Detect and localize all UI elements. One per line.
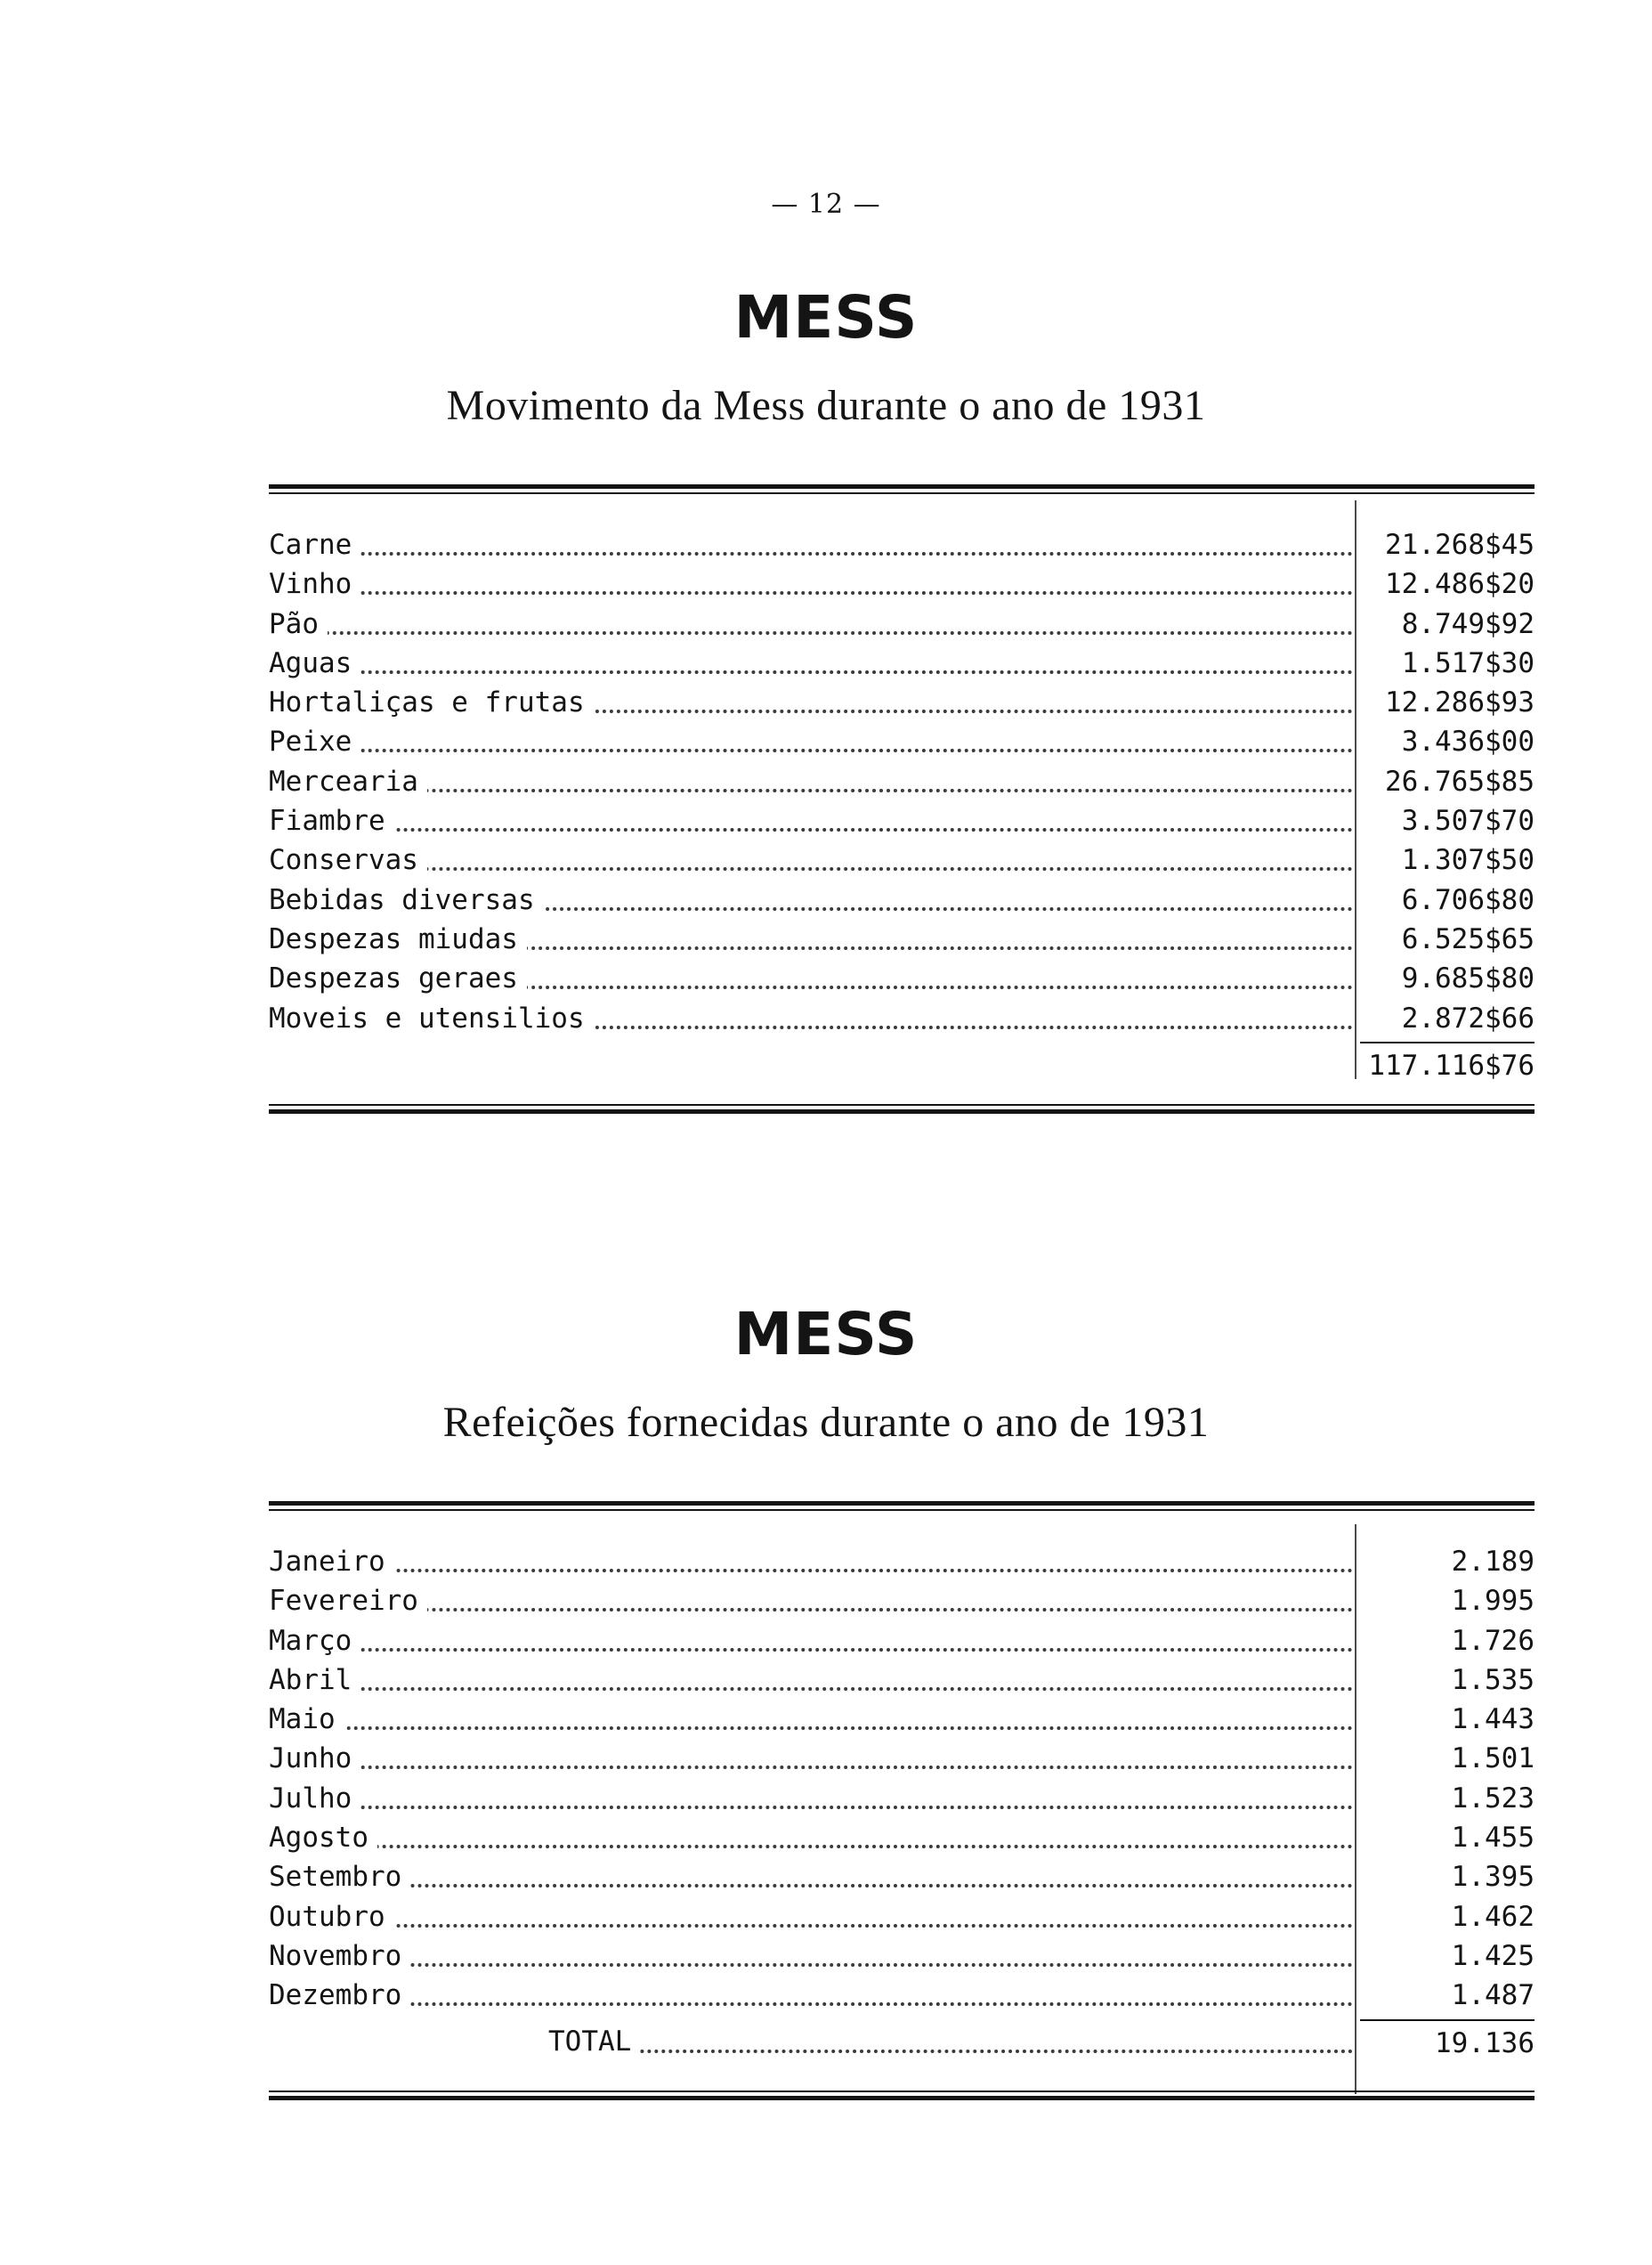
- section1-rows: [269, 525, 1535, 1038]
- row-label: Abril: [269, 1660, 360, 1700]
- section2-subheading: Refeições fornecidas durante o ano de 1931: [442, 1399, 1210, 1446]
- dot-leader: [269, 670, 1353, 674]
- row-label: Hortaliças e frutas: [269, 683, 594, 722]
- dot-leader: [269, 1884, 1353, 1888]
- dot-leader: [269, 591, 1353, 595]
- table-row: [269, 762, 1535, 801]
- row-value: 21.268$45: [1385, 529, 1535, 561]
- dot-leader: [269, 867, 1353, 871]
- section2-heading: MESS: [733, 1300, 919, 1368]
- dot-leader: [269, 789, 1353, 792]
- section2-total-row: [269, 2019, 1535, 2064]
- section2-top-rule: [269, 1501, 1535, 1511]
- section2-rows: [269, 1542, 1535, 2016]
- table-row: [269, 1581, 1535, 1620]
- row-label: Conservas: [269, 840, 427, 880]
- table-row: [269, 722, 1535, 761]
- row-label: Despezas miudas: [269, 920, 527, 959]
- row-label: Fevereiro: [269, 1581, 427, 1620]
- table-row: [269, 683, 1535, 722]
- row-label: Agosto: [269, 1818, 377, 1857]
- row-value: 1.487: [1451, 1979, 1535, 2012]
- table-row: [269, 1976, 1535, 2015]
- row-value: 12.286$93: [1385, 686, 1535, 719]
- row-label: Julho: [269, 1779, 360, 1818]
- row-label: Fiambre: [269, 801, 394, 840]
- dot-leader: [269, 1608, 1353, 1611]
- table-row: [269, 1897, 1535, 1936]
- table-row: [269, 1542, 1535, 1581]
- row-label: Carne: [269, 525, 360, 564]
- row-value: 2.189: [1451, 1546, 1535, 1578]
- row-label: Setembro: [269, 1857, 410, 1896]
- row-label: Junho: [269, 1739, 360, 1778]
- row-value: 6.706$80: [1401, 883, 1535, 916]
- row-value: 1.455: [1451, 1822, 1535, 1855]
- row-value: 1.462: [1451, 1900, 1535, 1933]
- row-value: 1.395: [1451, 1861, 1535, 1894]
- dot-leader: [269, 1648, 1353, 1652]
- table-row: [269, 605, 1535, 644]
- section1-bottom-rule: [269, 1104, 1535, 1114]
- page-number: — 12 —: [771, 189, 881, 220]
- row-value: 1.517$30: [1401, 646, 1535, 679]
- row-value: 1.443: [1451, 1703, 1535, 1736]
- section2-total-value: 19.136: [1435, 2026, 1535, 2059]
- table-row: [269, 1660, 1535, 1700]
- dot-leader: [269, 828, 1353, 832]
- section1-top-rule: [269, 484, 1535, 494]
- row-value: 12.486$20: [1385, 568, 1535, 601]
- table-row: [269, 920, 1535, 959]
- table-row: [269, 1621, 1535, 1660]
- row-value: 1.307$50: [1401, 844, 1535, 877]
- row-label: Mercearia: [269, 762, 427, 801]
- row-label: Moveis e utensilios: [269, 999, 594, 1038]
- row-value: 1.995: [1451, 1585, 1535, 1618]
- dot-leader: [269, 1806, 1353, 1809]
- dot-leader: [269, 2002, 1353, 2006]
- dot-leader: [269, 1963, 1353, 1967]
- dot-leader: [269, 1687, 1353, 1691]
- row-value: 3.436$00: [1401, 726, 1535, 759]
- row-label: Bebidas diversas: [269, 881, 544, 920]
- section1-subheading: Movimento da Mess durante o ano de 1931: [446, 382, 1206, 429]
- row-label: Janeiro: [269, 1542, 394, 1581]
- row-label: Novembro: [269, 1936, 410, 1976]
- section1-heading: MESS: [733, 283, 919, 352]
- row-value: 1.523: [1451, 1782, 1535, 1814]
- row-value: 2.872$66: [1401, 1002, 1535, 1035]
- row-label: Pão: [269, 605, 328, 644]
- dot-leader: [269, 1569, 1353, 1572]
- table-row: [269, 1779, 1535, 1818]
- row-label: Maio: [269, 1700, 344, 1739]
- dot-leader: [269, 1845, 1353, 1848]
- section1-table: [269, 525, 1535, 1086]
- table-row: [269, 564, 1535, 604]
- table-row: [269, 1857, 1535, 1896]
- row-value: 8.749$92: [1401, 607, 1535, 640]
- row-label: Aguas: [269, 644, 360, 683]
- dot-leader: [269, 1726, 1353, 1730]
- row-label: Peixe: [269, 722, 360, 761]
- row-value: 1.501: [1451, 1742, 1535, 1775]
- table-row: [269, 959, 1535, 998]
- row-label: Março: [269, 1621, 360, 1660]
- row-value: 1.425: [1451, 1939, 1535, 1972]
- row-label: Outubro: [269, 1897, 394, 1936]
- table-row: [269, 1739, 1535, 1778]
- row-value: 6.525$65: [1401, 922, 1535, 955]
- table-row: [269, 840, 1535, 880]
- total-label: TOTAL: [548, 2019, 640, 2064]
- table-row: [269, 1818, 1535, 1857]
- dot-leader: [269, 552, 1353, 556]
- row-value: 26.765$85: [1385, 765, 1535, 798]
- table-row: [269, 1700, 1535, 1739]
- dot-leader: [269, 631, 1353, 635]
- row-label: Vinho: [269, 564, 360, 604]
- total-leader: [548, 2050, 1353, 2053]
- table-row: [269, 999, 1535, 1038]
- row-label: Despezas geraes: [269, 959, 527, 998]
- section2-bottom-rule: [269, 2090, 1535, 2100]
- table-row: [269, 644, 1535, 683]
- row-label: Dezembro: [269, 1976, 410, 2015]
- row-value: 1.535: [1451, 1663, 1535, 1696]
- row-value: 1.726: [1451, 1624, 1535, 1657]
- table-row: [269, 1936, 1535, 1976]
- section1-total-value: 117.116$76: [1368, 1049, 1535, 1082]
- row-value: 9.685$80: [1401, 962, 1535, 995]
- table-row: [269, 881, 1535, 920]
- dot-leader: [269, 1924, 1353, 1928]
- dot-leader: [269, 749, 1353, 752]
- dot-leader: [269, 1766, 1353, 1769]
- row-value: 3.507$70: [1401, 805, 1535, 838]
- section1-total-row: [269, 1042, 1535, 1086]
- table-row: [269, 525, 1535, 564]
- table-row: [269, 801, 1535, 840]
- section2-table: [269, 1542, 1535, 2064]
